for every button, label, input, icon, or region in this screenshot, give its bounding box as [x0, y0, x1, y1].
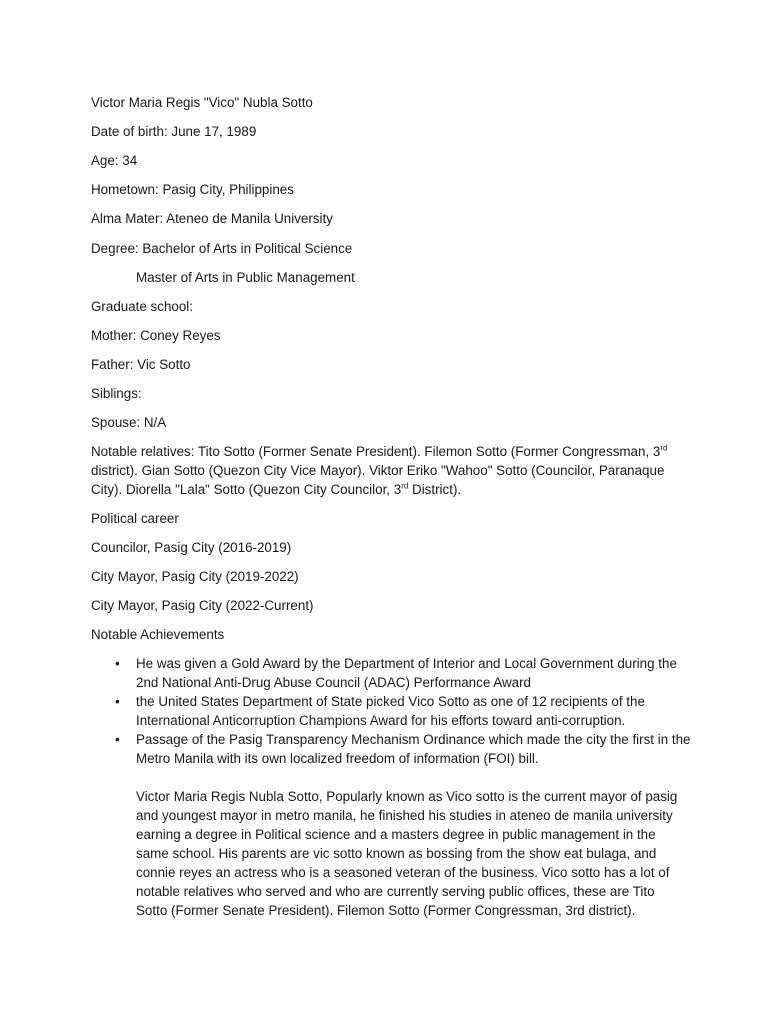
relatives-sup-2: rd — [401, 481, 409, 491]
relatives-text-1: Notable relatives: Tito Sotto (Former Senate President). Filemon Sotto (Former Congressman, 3 — [91, 444, 661, 459]
bullet-icon: • — [115, 732, 120, 747]
date-of-birth: Date of birth: June 17, 1989 — [91, 124, 257, 139]
achievements-heading: Notable Achievements — [91, 627, 225, 642]
degree-bachelor: Degree: Bachelor of Arts in Political Science — [91, 241, 353, 256]
bullet-icon: • — [115, 656, 120, 671]
age: Age: 34 — [91, 153, 138, 168]
achievement-item — [91, 654, 691, 692]
achievement-text: He was given a Gold Award by the Department of Interior and Local Government during the 2nd National Anti-Drug Abuse Council (ADAC) Performance Award — [136, 656, 677, 690]
graduate-school: Graduate school: — [91, 299, 193, 314]
degree-master: Master of Arts in Public Management — [136, 270, 355, 285]
alma-mater: Alma Mater: Ateneo de Manila University — [91, 211, 333, 226]
achievement-item — [91, 730, 691, 768]
spouse: Spouse: N/A — [91, 415, 167, 430]
achievement-text: Passage of the Pasig Transparency Mechanism Ordinance which made the city the first in the Metro Manila with its own localized freedom of information (FOI) bill. — [136, 732, 691, 766]
bullet-icon: • — [115, 694, 120, 709]
career-item: City Mayor, Pasig City (2022-Current) — [91, 598, 314, 613]
summary-paragraph: Victor Maria Regis Nubla Sotto, Popularly known as Vico sotto is the current mayor of pasig and youngest mayor in metro manila, he finished his studies in ateneo de manila university earning a degree in Political science and a masters degree in public management in the same school. His parents are vic sotto known as bossing from the show eat bulaga, and connie reyes an actress who is a seasoned veteran of the business. Vico sotto has a lot of notable relatives who served and who are currently serving public offices, these are Tito Sotto (Former Senate President). Filemon Sotto (Former Congressman, 3rd district). — [136, 789, 678, 918]
siblings: Siblings: — [91, 386, 142, 401]
person-name: Victor Maria Regis "Vico" Nubla Sotto — [91, 95, 313, 110]
career-heading: Political career — [91, 511, 179, 526]
relatives-text-2: district). Gian Sotto (Quezon City Vice Mayor). Viktor Eriko "Wahoo" Sotto (Councilor, Paranaque City). Diorella "Lala" Sotto (Quezon City Councilor, 3 — [91, 463, 665, 497]
relatives-text-3: District). — [408, 482, 462, 497]
achievements-list — [91, 654, 691, 768]
career-item: Councilor, Pasig City (2016-2019) — [91, 540, 292, 555]
father: Father: Vic Sotto — [91, 357, 191, 372]
hometown: Hometown: Pasig City, Philippines — [91, 182, 294, 197]
achievement-text: the United States Department of State picked Vico Sotto as one of 12 recipients of the International Anticorruption Champions Award for his efforts toward anti-corruption. — [136, 694, 645, 728]
notable-relatives — [91, 442, 691, 499]
achievement-item — [91, 692, 691, 730]
career-item: City Mayor, Pasig City (2019-2022) — [91, 569, 299, 584]
mother: Mother: Coney Reyes — [91, 328, 221, 343]
relatives-sup-1: rd — [660, 443, 668, 453]
